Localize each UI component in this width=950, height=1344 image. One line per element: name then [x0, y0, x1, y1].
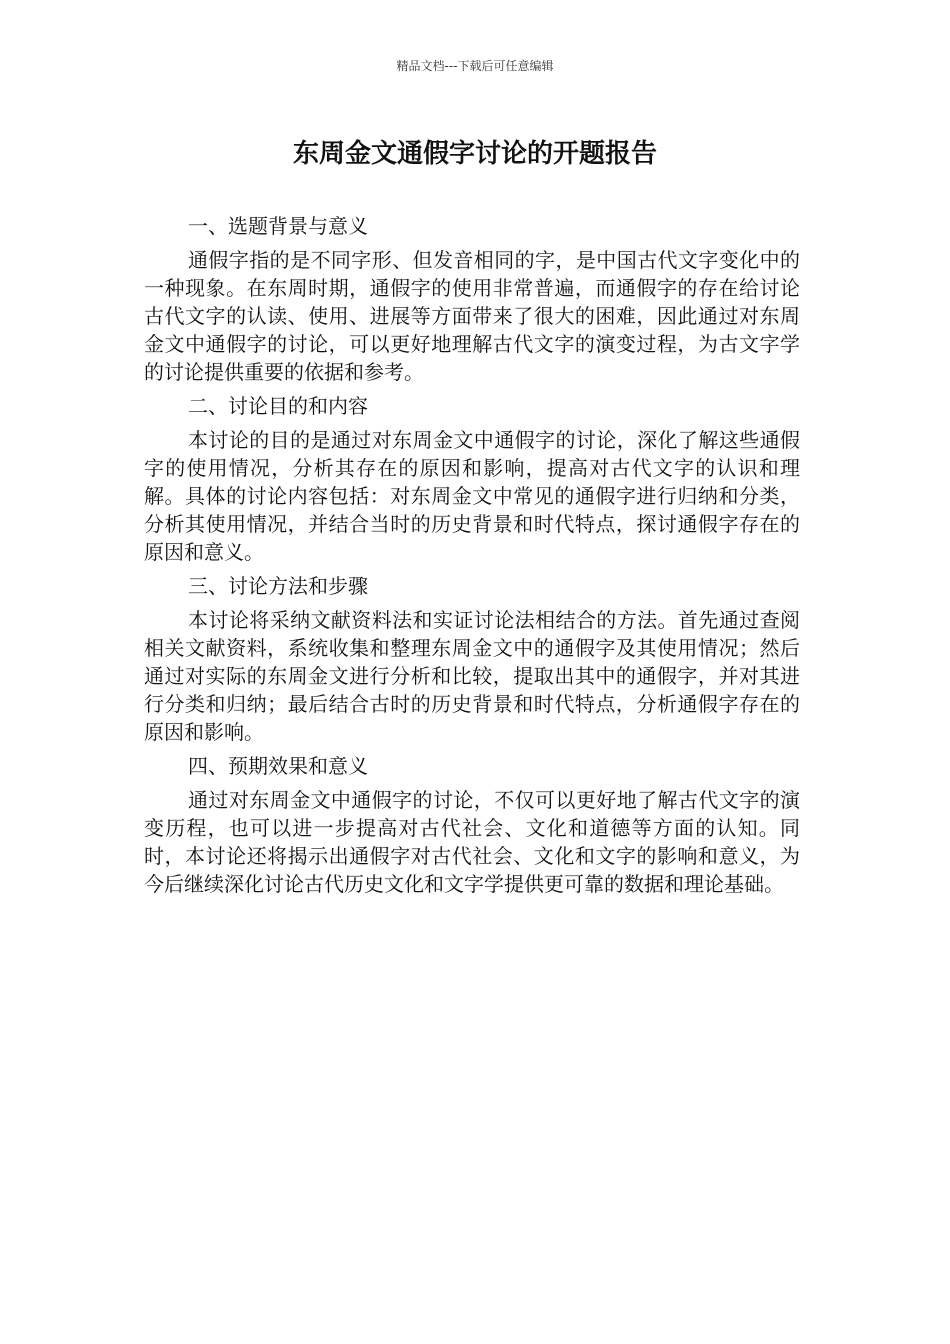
- document-title: 东周金文通假字讨论的开题报告: [292, 139, 657, 169]
- section-heading: 三、讨论方法和步骤: [188, 574, 368, 598]
- section-heading: 四、预期效果和意义: [188, 754, 368, 778]
- section-paragraph: 通假字指的是不同字形、但发音相同的字，是中国古代文字变化中的一种现象。在东周时期，通假字的使用非常普遍，而通假字的存在给讨论古代文字的认读、使用、进展等方面带来了很大的困难，因此通过对东周金文中通假字的讨论，可以更好地理解古代文字的演变过程，为古文字学的讨论提供重要的依据和参考。: [144, 248, 800, 384]
- section-heading: 二、讨论目的和内容: [188, 394, 368, 418]
- section-methods: [144, 572, 800, 746]
- section-expected-results: [144, 752, 800, 898]
- section-heading: 一、选题背景与意义: [188, 214, 368, 238]
- section-purpose: [144, 392, 800, 566]
- section-background: [144, 212, 800, 386]
- page-header: 精品文档---下载后可任意编辑: [396, 59, 554, 73]
- section-paragraph: 本讨论的目的是通过对东周金文中通假字的讨论，深化了解这些通假字的使用情况，分析其存在的原因和影响，提高对古代文字的认识和理解。具体的讨论内容包括：对东周金文中常见的通假字进行归纳和分类，分析其使用情况，并结合当时的历史背景和时代特点，探讨通假字存在的原因和意义。: [144, 428, 800, 564]
- section-paragraph: 本讨论将采纳文献资料法和实证讨论法相结合的方法。首先通过查阅相关文献资料，系统收集和整理东周金文中的通假字及其使用情况；然后通过对实际的东周金文进行分析和比较，提取出其中的通假字，并对其进行分类和归纳；最后结合古时的历史背景和时代特点，分析通假字存在的原因和影响。: [144, 608, 800, 744]
- document-body: [144, 212, 800, 904]
- section-paragraph: 通过对东周金文中通假字的讨论，不仅可以更好地了解古代文字的演变历程，也可以进一步提高对古代社会、文化和道德等方面的认知。同时，本讨论还将揭示出通假字对古代社会、文化和文字的影响和意义，为今后继续深化讨论古代历史文化和文字学提供更可靠的数据和理论基础。: [144, 788, 800, 896]
